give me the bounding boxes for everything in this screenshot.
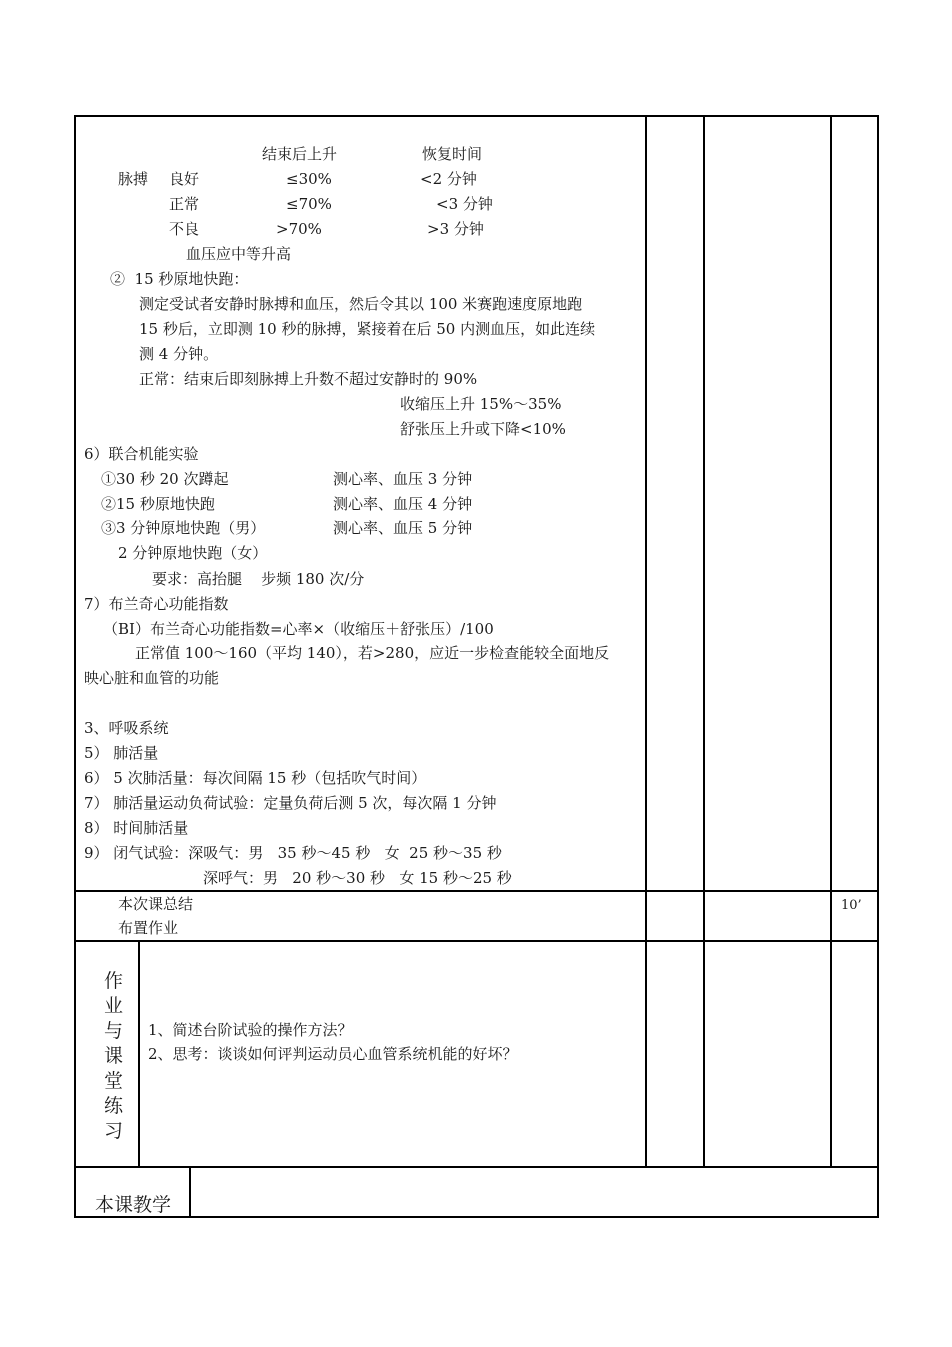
- run-test-normal-3: 舒张压上升或下降<10%: [400, 420, 566, 438]
- bi-normal-1: 正常值 100～160（平均 140），若>280，应近一步检查能较全面地反: [135, 644, 610, 662]
- homework-label-char-2: 业: [104, 995, 124, 1017]
- run-test-desc-1: 测定受试者安静时脉搏和血压，然后令其以 100 米赛跑速度原地跑: [139, 295, 583, 313]
- run-test-normal-1: 正常：结束后即刻脉搏上升数不超过安静时的 90%: [139, 370, 478, 388]
- homework-label-char-7: 习: [104, 1120, 124, 1142]
- respiratory-item-2: 6） 5 次肺活量：每次间隔 15 秒（包括吹气时间）: [84, 769, 427, 787]
- bi-formula: （BI）布兰奇心功能指数=心率×（收缩压＋舒张压）/100: [103, 620, 494, 638]
- respiratory-item-1: 5） 肺活量: [84, 744, 159, 762]
- homework-question-1: 1、简述台阶试验的操作方法？: [148, 1021, 353, 1039]
- footer-top-border: [74, 1166, 879, 1168]
- combined-item-2-name: ②15 秒原地快跑: [101, 495, 215, 513]
- summary-line-2: 布置作业: [118, 919, 179, 937]
- pulse-grade-poor: 不良: [169, 220, 200, 238]
- homework-label-char-5: 堂: [104, 1070, 124, 1092]
- table-bottom-border: [74, 1216, 879, 1218]
- homework-label-divider: [138, 940, 140, 1168]
- summary-time: 10’: [841, 898, 862, 913]
- pulse-grade-good: 良好: [169, 170, 200, 188]
- combined-item-2-measure: 测心率、血压 4 分钟: [333, 495, 473, 513]
- homework-label-char-3: 与: [104, 1020, 124, 1042]
- run-test-title: ② 15 秒原地快跑：: [110, 270, 249, 288]
- homework-label-char-4: 课: [104, 1045, 124, 1067]
- column-divider-3: [830, 115, 832, 1168]
- pulse-header-recovery: 恢复时间: [422, 145, 483, 163]
- pulse-rise-good: ≤30%: [286, 170, 332, 188]
- respiratory-item-3: 7） 肺活量运动负荷试验：定量负荷后测 5 次，每次隔 1 分钟: [84, 794, 497, 812]
- run-test-normal-2: 收缩压上升 15%～35%: [400, 395, 562, 413]
- respiratory-exhale: 深呼气：男 20 秒～30 秒 女 15 秒～25 秒: [203, 869, 512, 887]
- table-top-border: [74, 115, 879, 117]
- pulse-rise-normal: ≤70%: [286, 195, 332, 213]
- column-divider-1: [645, 115, 647, 1168]
- pulse-recovery-poor: >3 分钟: [427, 220, 484, 238]
- combined-test-title: 6）联合机能实验: [84, 445, 199, 463]
- bi-normal-2: 映心脏和血管的功能: [84, 669, 220, 687]
- pulse-rise-poor: >70%: [276, 220, 322, 238]
- combined-item-1-measure: 测心率、血压 3 分钟: [333, 470, 473, 488]
- bi-title: 7）布兰奇心功能指数: [84, 595, 229, 613]
- combined-requirement: 要求：高抬腿 步频 180 次/分: [152, 570, 365, 588]
- pulse-header-rise: 结束后上升: [262, 145, 338, 163]
- respiratory-item-4: 8） 时间肺活量: [84, 819, 189, 837]
- pulse-grade-normal: 正常: [169, 195, 200, 213]
- respiratory-title: 3、呼吸系统: [84, 719, 169, 737]
- summary-top-border: [74, 890, 879, 892]
- pulse-recovery-normal: <3 分钟: [436, 195, 493, 213]
- homework-label-char-1: 作: [104, 970, 124, 992]
- footer-label-divider: [189, 1166, 191, 1218]
- homework-question-2: 2、思考：谈谈如何评判运动员心血管系统机能的好坏？: [148, 1045, 518, 1063]
- homework-label-char-6: 练: [104, 1095, 124, 1117]
- footer-label: 本课教学: [95, 1194, 172, 1216]
- run-test-desc-2: 15 秒后，立即测 10 秒的脉搏，紧接着在后 50 内测血压，如此连续: [139, 320, 596, 338]
- column-divider-2: [703, 115, 705, 1168]
- summary-line-1: 本次课总结: [118, 895, 194, 913]
- pulse-recovery-good: <2 分钟: [420, 170, 477, 188]
- combined-item-3-name: ③3 分钟原地快跑（男）: [101, 519, 266, 537]
- run-test-desc-3: 测 4 分钟。: [139, 345, 219, 363]
- combined-item-1-name: ①30 秒 20 次蹲起: [101, 470, 229, 488]
- respiratory-item-5: 9） 闭气试验：深吸气：男 35 秒～45 秒 女 25 秒～35 秒: [84, 844, 502, 862]
- table-left-border: [74, 115, 76, 1218]
- combined-item-3-measure: 测心率、血压 5 分钟: [333, 519, 473, 537]
- pulse-row-label: 脉搏: [118, 170, 149, 188]
- bp-note: 血压应中等升高: [186, 245, 292, 263]
- combined-item-female: 2 分钟原地快跑（女）: [118, 544, 268, 562]
- table-right-border: [877, 115, 879, 1218]
- homework-top-border: [74, 940, 879, 942]
